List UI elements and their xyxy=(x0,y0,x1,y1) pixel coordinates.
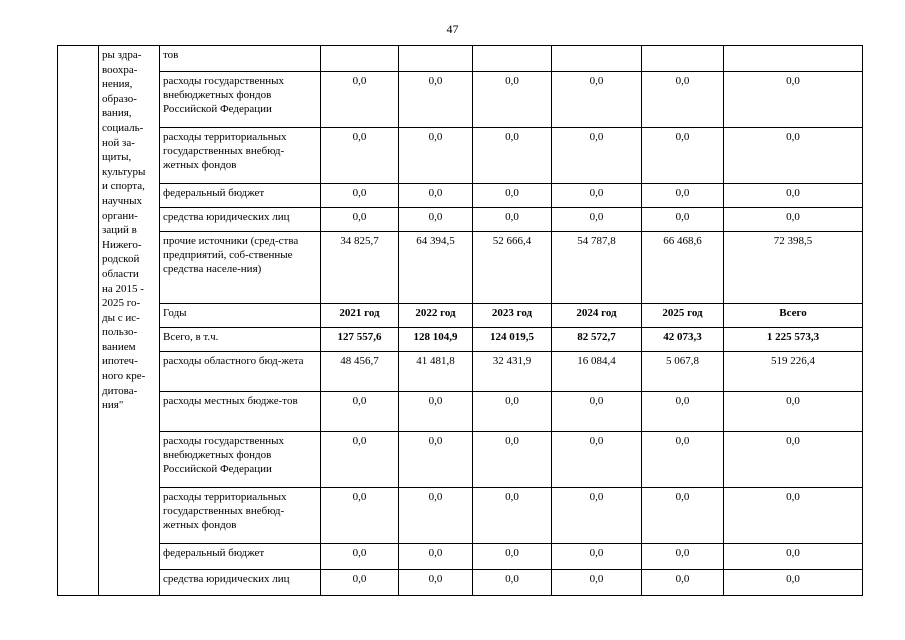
value-cell xyxy=(473,46,552,72)
value-cell: 0,0 xyxy=(399,208,473,232)
value-cell: 0,0 xyxy=(473,570,552,596)
table-row xyxy=(58,72,863,128)
table-row xyxy=(58,570,863,596)
row-label: расходы местных бюдже-тов xyxy=(160,392,321,432)
year-header-cell: 2022 год xyxy=(399,304,473,328)
description-line: ипотеч- xyxy=(102,355,138,368)
table-row xyxy=(58,352,863,392)
row-label: федеральный бюджет xyxy=(160,544,321,570)
description-line: вания, xyxy=(102,107,132,120)
value-cell: 0,0 xyxy=(473,72,552,128)
row-label: расходы областного бюд-жета xyxy=(160,352,321,392)
description-line: ды с ис- xyxy=(102,311,140,324)
value-cell: 34 825,7 xyxy=(321,232,399,304)
value-cell: 1 225 573,3 xyxy=(724,328,863,352)
description-line: на 2015 - xyxy=(102,282,144,295)
value-cell xyxy=(642,46,724,72)
value-cell: 0,0 xyxy=(552,570,642,596)
value-cell: 0,0 xyxy=(552,184,642,208)
value-cell: 0,0 xyxy=(321,128,399,184)
value-cell: 0,0 xyxy=(642,392,724,432)
table-row xyxy=(58,544,863,570)
value-cell xyxy=(724,46,863,72)
value-cell: 0,0 xyxy=(642,544,724,570)
value-cell: 0,0 xyxy=(642,570,724,596)
description-line: социаль- xyxy=(102,121,144,134)
description-line: нения, xyxy=(102,78,133,91)
value-cell: 0,0 xyxy=(399,128,473,184)
value-cell: 54 787,8 xyxy=(552,232,642,304)
subprogram-description-cell xyxy=(99,46,160,596)
description-line: культуры xyxy=(102,165,146,178)
value-cell: 0,0 xyxy=(724,72,863,128)
value-cell xyxy=(552,46,642,72)
year-header-cell: 2024 год xyxy=(552,304,642,328)
year-header-cell: 2021 год xyxy=(321,304,399,328)
value-cell: 0,0 xyxy=(552,432,642,488)
value-cell: 0,0 xyxy=(552,128,642,184)
value-cell: 0,0 xyxy=(473,544,552,570)
value-cell: 0,0 xyxy=(724,432,863,488)
row-label: расходы территориальных государственных внебюд-жетных фондов xyxy=(160,128,321,184)
value-cell: 66 468,6 xyxy=(642,232,724,304)
value-cell: 0,0 xyxy=(552,544,642,570)
value-cell: 0,0 xyxy=(642,128,724,184)
value-cell: 0,0 xyxy=(399,544,473,570)
value-cell: 0,0 xyxy=(552,488,642,544)
value-cell: 0,0 xyxy=(724,184,863,208)
value-cell: 82 572,7 xyxy=(552,328,642,352)
value-cell: 0,0 xyxy=(321,432,399,488)
value-cell: 0,0 xyxy=(724,570,863,596)
value-cell: 0,0 xyxy=(399,432,473,488)
value-cell: 0,0 xyxy=(724,128,863,184)
description-line: родской xyxy=(102,253,140,266)
table-row xyxy=(58,128,863,184)
description-line: щиты, xyxy=(102,151,132,164)
value-cell: 124 019,5 xyxy=(473,328,552,352)
description-line: ного кре- xyxy=(102,370,146,383)
description-line: области xyxy=(102,267,139,280)
table-row xyxy=(58,328,863,352)
value-cell: 0,0 xyxy=(399,392,473,432)
value-cell: 0,0 xyxy=(399,570,473,596)
value-cell xyxy=(321,46,399,72)
row-label: Всего, в т.ч. xyxy=(160,328,321,352)
value-cell: 0,0 xyxy=(724,544,863,570)
value-cell: 0,0 xyxy=(642,184,724,208)
row-label: средства юридических лиц xyxy=(160,208,321,232)
table-row xyxy=(58,184,863,208)
value-cell: 52 666,4 xyxy=(473,232,552,304)
row-label: средства юридических лиц xyxy=(160,570,321,596)
table-row xyxy=(58,46,863,72)
value-cell: 32 431,9 xyxy=(473,352,552,392)
value-cell: 0,0 xyxy=(473,392,552,432)
value-cell: 0,0 xyxy=(321,570,399,596)
value-cell: 0,0 xyxy=(399,72,473,128)
value-cell: 0,0 xyxy=(642,208,724,232)
value-cell: 0,0 xyxy=(552,72,642,128)
value-cell: 0,0 xyxy=(473,128,552,184)
description-line: воохра- xyxy=(102,63,138,76)
value-cell: 5 067,8 xyxy=(642,352,724,392)
value-cell: 48 456,7 xyxy=(321,352,399,392)
value-cell: 16 084,4 xyxy=(552,352,642,392)
value-cell: 0,0 xyxy=(321,72,399,128)
value-cell: 0,0 xyxy=(724,208,863,232)
value-cell: 0,0 xyxy=(473,432,552,488)
row-label: прочие источники (сред-ства предприятий, соб-ственные средства населе-ния) xyxy=(160,232,321,304)
description-line: дитова- xyxy=(102,384,138,397)
value-cell: 42 073,3 xyxy=(642,328,724,352)
description-line: ной за- xyxy=(102,136,135,149)
year-header-cell: 2025 год xyxy=(642,304,724,328)
row-label: тов xyxy=(160,46,321,72)
value-cell xyxy=(399,46,473,72)
description-line: 2025 го- xyxy=(102,297,141,310)
value-cell: 72 398,5 xyxy=(724,232,863,304)
value-cell: 0,0 xyxy=(399,184,473,208)
year-header-cell: Всего xyxy=(724,304,863,328)
description-line: ванием xyxy=(102,340,136,353)
value-cell: 127 557,6 xyxy=(321,328,399,352)
value-cell: 0,0 xyxy=(642,72,724,128)
row-label: расходы территориальных государственных внебюд-жетных фондов xyxy=(160,488,321,544)
row-label: Годы xyxy=(160,304,321,328)
value-cell: 0,0 xyxy=(552,392,642,432)
description-line: ния" xyxy=(102,399,124,412)
value-cell: 0,0 xyxy=(321,392,399,432)
value-cell: 41 481,8 xyxy=(399,352,473,392)
description-line: Нижего- xyxy=(102,238,142,251)
description-line: пользо- xyxy=(102,326,138,339)
value-cell: 128 104,9 xyxy=(399,328,473,352)
description-line: органи- xyxy=(102,209,138,222)
value-cell: 0,0 xyxy=(473,208,552,232)
value-cell: 0,0 xyxy=(321,208,399,232)
value-cell: 64 394,5 xyxy=(399,232,473,304)
page-number: 47 xyxy=(446,22,459,36)
table-row xyxy=(58,392,863,432)
row-label: федеральный бюджет xyxy=(160,184,321,208)
value-cell: 0,0 xyxy=(321,488,399,544)
description-line: заций в xyxy=(102,224,137,237)
table-row xyxy=(58,232,863,304)
table-row xyxy=(58,208,863,232)
financing-table xyxy=(57,45,863,596)
value-cell: 0,0 xyxy=(642,432,724,488)
description-line: и спорта, xyxy=(102,180,145,193)
value-cell: 0,0 xyxy=(473,488,552,544)
row-label: расходы государственных внебюджетных фондов Российской Федерации xyxy=(160,72,321,128)
description-line: научных xyxy=(102,194,143,207)
value-cell: 0,0 xyxy=(321,544,399,570)
value-cell: 0,0 xyxy=(399,488,473,544)
table-row xyxy=(58,488,863,544)
index-cell xyxy=(58,46,99,596)
value-cell: 0,0 xyxy=(552,208,642,232)
description-line: образо- xyxy=(102,92,137,105)
description-line: ры здра- xyxy=(102,49,142,61)
table-row xyxy=(58,304,863,328)
value-cell: 0,0 xyxy=(321,184,399,208)
value-cell: 0,0 xyxy=(642,488,724,544)
year-header-cell: 2023 год xyxy=(473,304,552,328)
value-cell: 0,0 xyxy=(724,488,863,544)
table-row xyxy=(58,432,863,488)
value-cell: 0,0 xyxy=(724,392,863,432)
value-cell: 0,0 xyxy=(473,184,552,208)
row-label: расходы государственных внебюджетных фондов Российской Федерации xyxy=(160,432,321,488)
value-cell: 519 226,4 xyxy=(724,352,863,392)
